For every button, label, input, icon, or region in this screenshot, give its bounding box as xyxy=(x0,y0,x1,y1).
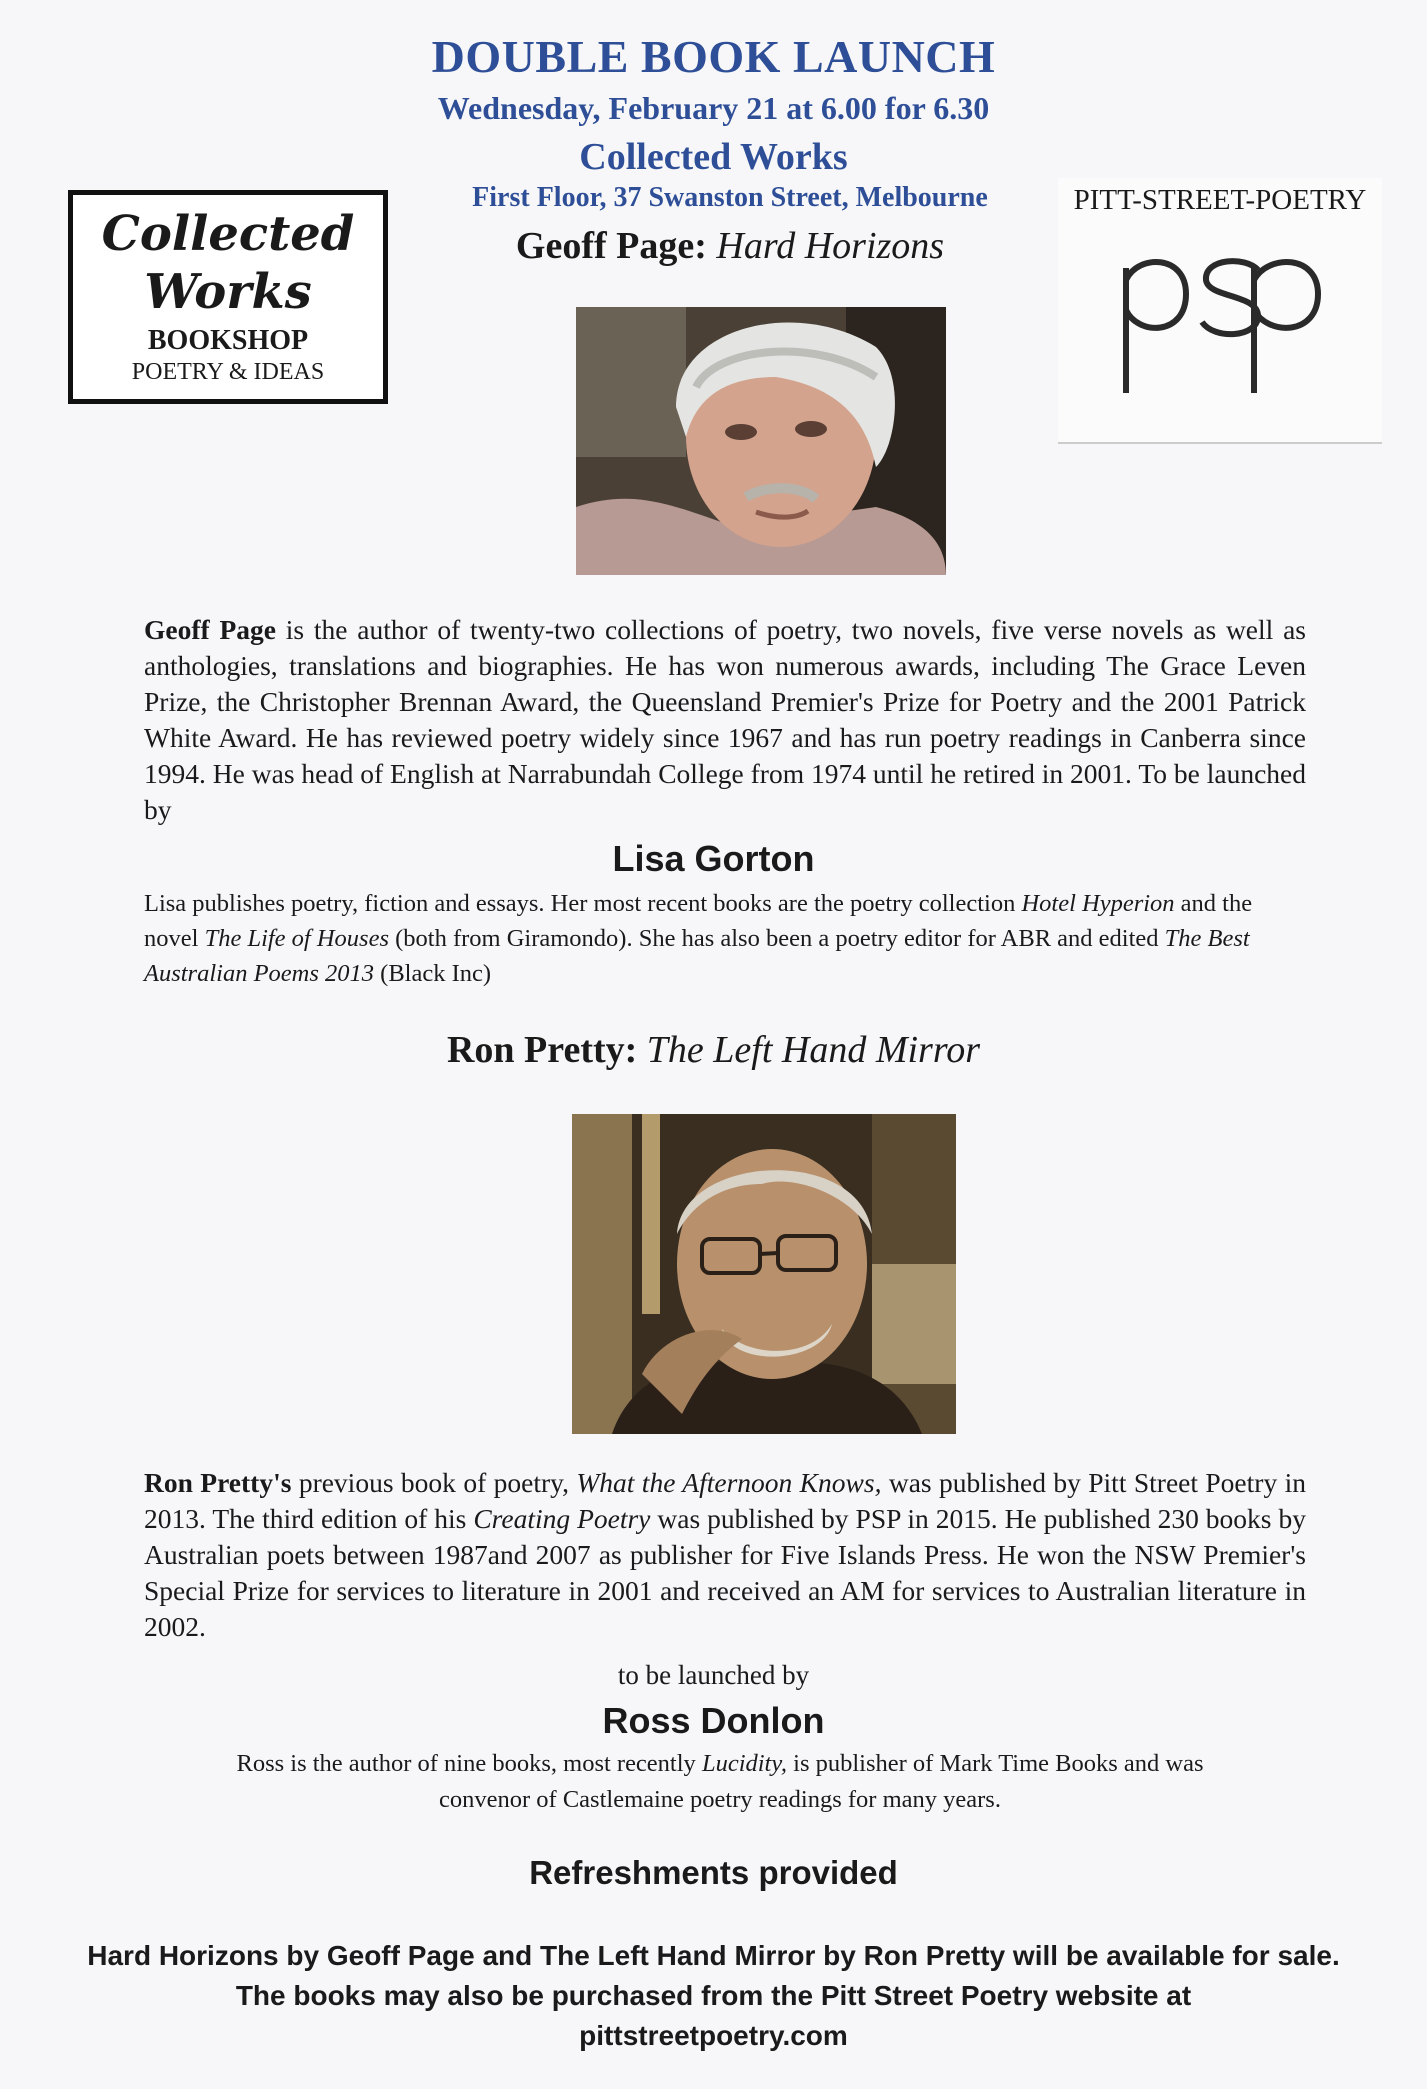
pitt-street-poetry-logo xyxy=(1058,178,1382,444)
book1-author: Geoff Page: xyxy=(515,225,707,267)
footer-website-link[interactable]: pittstreetpoetry.com xyxy=(579,2020,848,2051)
event-venue: Collected Works xyxy=(579,136,848,178)
book1-launcher-name: Lisa Gorton xyxy=(612,838,815,879)
logo-line-works: Works xyxy=(144,264,312,320)
event-title: DOUBLE BOOK LAUNCH xyxy=(431,31,996,82)
book2-heading xyxy=(0,1028,1427,1072)
launcher1-bio-part: and the novel xyxy=(144,890,1253,952)
psp-logo-label: PITT-STREET-POETRY xyxy=(1073,184,1367,216)
footer-note xyxy=(70,1936,1357,2056)
book2-launch-intro: to be launched by xyxy=(617,1660,810,1690)
launcher1-bio-part: (both from Giramondo). She has also been a poetry editor for ABR and edited xyxy=(389,925,1165,952)
event-address: First Floor, 37 Swanston Street, Melbourne xyxy=(472,182,988,213)
book2-title: The Left Hand Mirror xyxy=(646,1029,981,1071)
book2-bio-part: was published by Pitt Street Poetry in 2013. The third edition of his xyxy=(144,1467,1306,1534)
launcher1-bio-italic: The Life of Houses xyxy=(204,925,389,952)
logo-line-poetry-ideas: POETRY & IDEAS xyxy=(131,359,325,385)
book2-launcher-bio xyxy=(220,1746,1220,1818)
launcher1-bio-italic: The Best Australian Poems 2013 xyxy=(144,925,1250,987)
launcher2-bio-part: is publisher of Mark Time Books and was convenor of Castlemaine poetry readings for many years. xyxy=(439,1750,1204,1813)
refreshments-note: Refreshments provided xyxy=(529,1854,898,1891)
book2-bio-italic: What the Afternoon Knows, xyxy=(576,1467,882,1498)
launcher1-bio-part: (Black Inc) xyxy=(374,960,492,987)
ron-pretty-photo xyxy=(572,1114,956,1434)
logo-line-collected: Collected xyxy=(101,206,355,262)
book2-author: Ron Pretty: xyxy=(446,1029,638,1071)
book2-bio-part: previous book of poetry, xyxy=(291,1467,577,1498)
book2-bio-italic: Creating Poetry xyxy=(473,1503,651,1534)
geoff-page-photo xyxy=(576,307,946,575)
book2-author-bio xyxy=(144,1465,1306,1645)
launcher2-bio-part: Ross is the author of nine books, most recently xyxy=(236,1750,702,1777)
footer-sale-text: Hard Horizons by Geoff Page and The Left Hand Mirror by Ron Pretty will be available for sale. The books may also be purchased from the Pitt Street Poetry website at xyxy=(87,1940,1340,2011)
psp-mark-icon xyxy=(1058,218,1382,438)
collected-works-logo xyxy=(68,190,388,404)
book1-title: Hard Horizons xyxy=(716,225,945,267)
book2-bio-part: was published by PSP in 2015. He published 230 books by Australian poets between 1987and 2007 as publisher for Five Islands Press. He won the NSW Premier's Special Prize for services to literature in 2001 and received an AM for services to Australian literature in 2002. xyxy=(144,1503,1306,1642)
book2-launcher-name: Ross Donlon xyxy=(602,1700,825,1741)
event-date: Wednesday, February 21 at 6.00 for 6.30 xyxy=(437,90,990,126)
book1-bio-name: Geoff Page xyxy=(144,614,276,645)
logo-line-bookshop: BOOKSHOP xyxy=(147,325,309,356)
launcher2-bio-italic: Lucidity, xyxy=(701,1750,788,1777)
launcher1-bio-part: Lisa publishes poetry, fiction and essays. Her most recent books are the poetry collection xyxy=(144,890,1022,917)
book2-bio-name: Ron Pretty's xyxy=(144,1467,292,1498)
book1-bio-text: is the author of twenty-two collections of poetry, two novels, five verse novels as well as anthologies, translations and biographies. He has won numerous awards, including The Grace Leven Prize, the Christopher Brennan Award, the Queensland Premier's Prize for Poetry and the 2001 Patrick White Award. He has reviewed poetry widely since 1967 and has run poetry readings in Canberra since 1994. He was head of English at Narrabundah College from 1974 until he retired in 2001. To be launched by xyxy=(144,614,1306,825)
book1-heading xyxy=(420,224,1040,268)
launcher1-bio-italic: Hotel Hyperion xyxy=(1021,890,1175,917)
book1-launcher-bio xyxy=(144,886,1306,991)
book1-author-bio xyxy=(144,612,1306,828)
